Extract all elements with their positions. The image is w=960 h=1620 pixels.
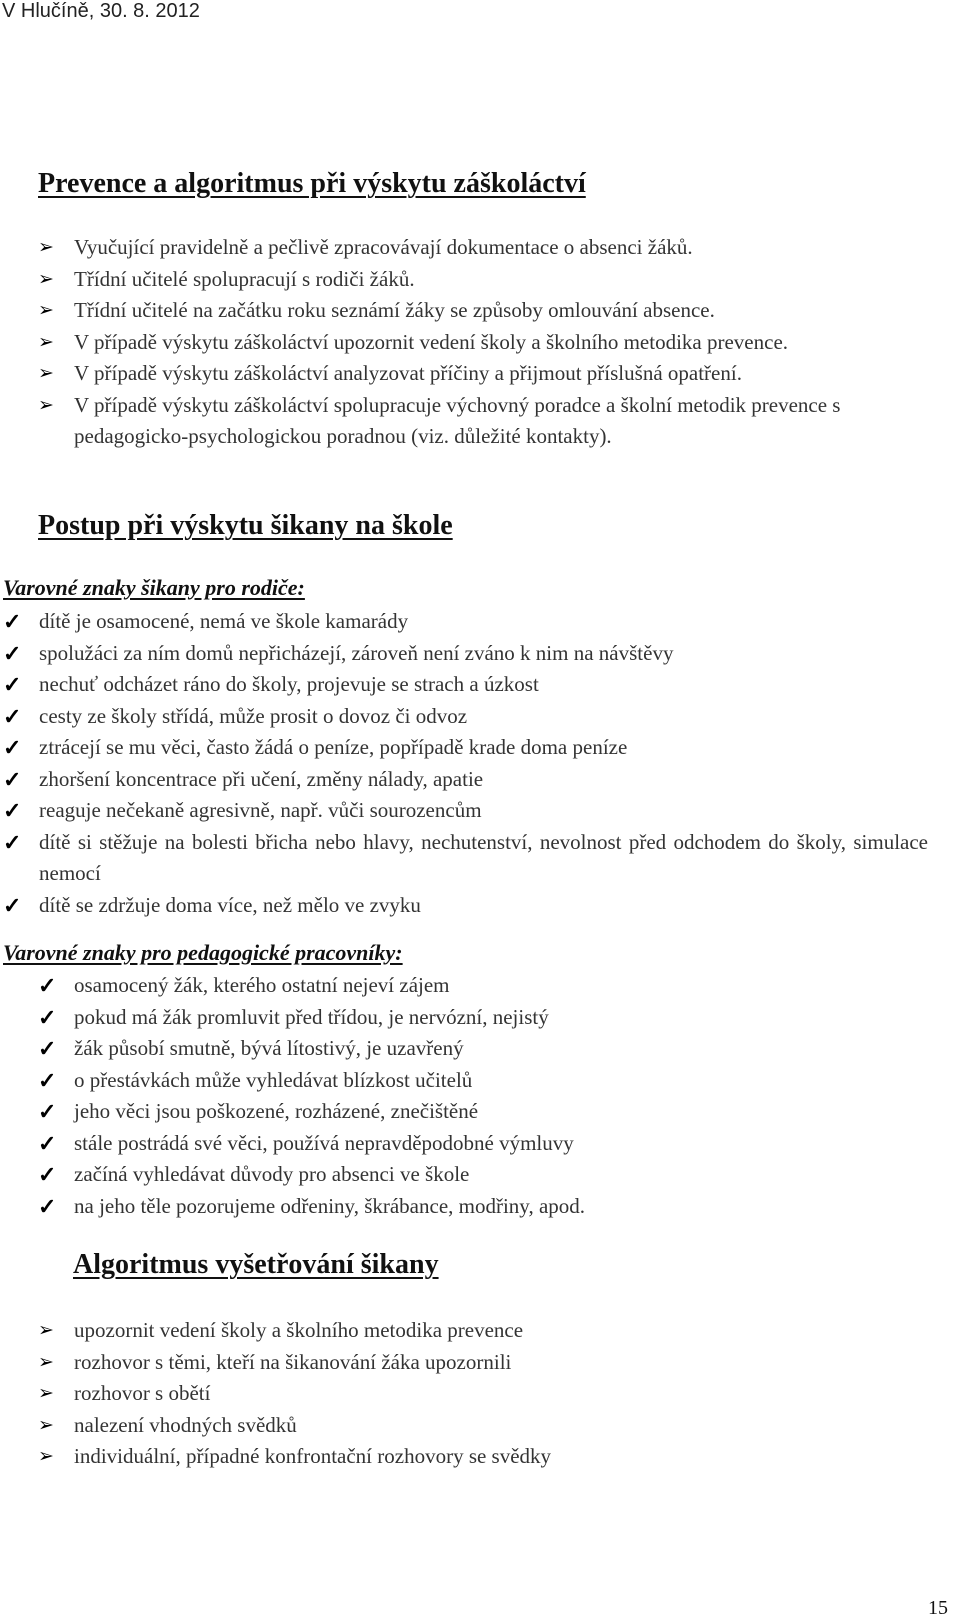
list-item — [38, 1033, 918, 1065]
list-item-text: žák působí smutně, bývá lítostivý, je uzavřený — [74, 1036, 464, 1060]
checkmark-bullet-icon: ✓ — [3, 735, 22, 760]
list-item — [3, 606, 928, 638]
list-item-text: reaguje nečekaně agresivně, např. vůči sourozencům — [39, 798, 482, 822]
checkmark-bullet-icon: ✓ — [38, 1036, 57, 1061]
truancy-list — [38, 232, 898, 453]
list-item-text: dítě je osamocené, nemá ve škole kamarády — [39, 609, 409, 633]
parents-warning-list — [3, 606, 928, 921]
list-item — [3, 795, 928, 827]
parents-warning-heading: Varovné znaky šikany pro rodiče: — [3, 575, 305, 600]
list-item — [3, 638, 928, 670]
list-item — [38, 327, 898, 359]
list-item — [38, 358, 898, 390]
list-item-text: Vyučující pravidelně a pečlivě zpracovávají dokumentace o absenci žáků. — [74, 235, 693, 259]
arrow-bullet-icon: ➢ — [38, 268, 54, 290]
list-item — [38, 970, 918, 1002]
page-header-place-date: V Hlučíně, 30. 8. 2012 — [2, 0, 200, 22]
checkmark-bullet-icon: ✓ — [3, 640, 22, 666]
list-item-text: upozornit vedení školy a školního metodika prevence — [74, 1318, 524, 1342]
list-item — [3, 890, 928, 922]
arrow-bullet-icon: ➢ — [38, 237, 54, 258]
investigation-list — [38, 1315, 898, 1473]
checkmark-bullet-icon: ✓ — [38, 1099, 57, 1124]
list-item — [38, 1191, 918, 1223]
section-title-investigation: Algoritmus vyšetřování šikany — [73, 1249, 439, 1280]
list-item-text: ztrácejí se mu věci, často žádá o peníze, popřípadě krade doma peníze — [39, 735, 628, 759]
checkmark-bullet-icon: ✓ — [3, 609, 22, 634]
list-item — [38, 1347, 898, 1379]
checkmark-bullet-icon: ✓ — [3, 703, 22, 729]
checkmark-bullet-icon: ✓ — [3, 766, 22, 792]
arrow-bullet-icon: ➢ — [38, 300, 54, 321]
list-item — [38, 1159, 918, 1191]
list-item-text: stále postrádá své věci, používá nepravděpodobné výmluvy — [74, 1130, 574, 1155]
list-item — [38, 1315, 898, 1347]
list-item — [38, 1410, 898, 1442]
page-number: 15 — [928, 1597, 948, 1619]
list-item-text: rozhovor s těmi, kteří na šikanování žáka upozornili — [74, 1349, 512, 1374]
list-item-text: zhoršení koncentrace při učení, změny nálady, apatie — [39, 766, 484, 791]
list-item — [3, 669, 928, 701]
checkmark-bullet-icon: ✓ — [3, 829, 22, 855]
list-item — [38, 295, 898, 327]
list-item-text: osamocený žák, kterého ostatní nejeví zájem — [74, 973, 450, 997]
list-item-text: na jeho těle pozorujeme odřeniny, škrábance, modřiny, apod. — [74, 1193, 586, 1218]
list-item — [38, 1378, 898, 1410]
checkmark-bullet-icon: ✓ — [3, 672, 22, 697]
list-item-text: spolužáci za ním domů nepřicházejí, zároveň není zváno k nim na návštěvy — [39, 640, 674, 665]
checkmark-bullet-icon: ✓ — [38, 973, 57, 998]
list-item-text: V případě výskytu záškoláctví spolupracuje výchovný poradce a školní metodik prevence s pedagogicko-psychologickou poradnou (viz. důležité kontakty). — [74, 392, 841, 448]
checkmark-bullet-icon: ✓ — [38, 1193, 57, 1219]
list-item-text: Třídní učitelé spolupracují s rodiči žáků. — [74, 266, 415, 291]
list-item-text: nalezení vhodných svědků — [74, 1412, 297, 1437]
list-item-text: nechuť odcházet ráno do školy, projevuje se strach a úzkost — [39, 672, 539, 696]
list-item — [3, 701, 928, 733]
list-item-text: o přestávkách může vyhledávat blízkost učitelů — [74, 1067, 473, 1092]
list-item — [38, 1441, 898, 1473]
checkmark-bullet-icon: ✓ — [38, 1162, 57, 1187]
arrow-bullet-icon: ➢ — [38, 331, 54, 353]
list-item-text: rozhovor s obětí — [74, 1381, 211, 1405]
list-item — [38, 390, 898, 453]
list-item-text: začíná vyhledávat důvody pro absenci ve škole — [74, 1162, 470, 1186]
arrow-bullet-icon: ➢ — [38, 1446, 54, 1467]
teachers-warning-list — [38, 970, 918, 1222]
list-item-text: jeho věci jsou poškozené, rozházené, znečištěné — [74, 1099, 479, 1123]
list-item — [38, 232, 898, 264]
arrow-bullet-icon: ➢ — [38, 1414, 54, 1436]
arrow-bullet-icon: ➢ — [38, 1383, 54, 1404]
list-item-text: individuální, případné konfrontační rozhovory se svědky — [74, 1444, 552, 1468]
arrow-bullet-icon: ➢ — [38, 363, 54, 384]
list-item-text: pokud má žák promluvit před třídou, je nervózní, nejistý — [74, 1004, 549, 1029]
list-item — [38, 1002, 918, 1034]
checkmark-bullet-icon: ✓ — [3, 892, 22, 918]
list-item — [3, 732, 928, 764]
checkmark-bullet-icon: ✓ — [38, 1067, 57, 1093]
list-item — [38, 264, 898, 296]
list-item — [3, 827, 928, 890]
list-item-text: V případě výskytu záškoláctví upozornit vedení školy a školního metodika prevence. — [74, 329, 789, 354]
section-title-truancy: Prevence a algoritmus při výskytu záškoláctví — [38, 168, 586, 199]
arrow-bullet-icon: ➢ — [38, 1351, 54, 1373]
list-item — [3, 764, 928, 796]
checkmark-bullet-icon: ✓ — [3, 798, 22, 823]
list-item-text: dítě si stěžuje na bolesti břicha nebo hlavy, nechutenství, nevolnost před odchodem do školy, simulace nemocí — [39, 829, 928, 885]
checkmark-bullet-icon: ✓ — [38, 1130, 57, 1156]
teachers-warning-heading: Varovné znaky pro pedagogické pracovníky: — [3, 940, 403, 965]
list-item — [38, 1065, 918, 1097]
list-item — [38, 1096, 918, 1128]
list-item-text: dítě se zdržuje doma více, než mělo ve zvyku — [39, 892, 421, 917]
list-item-text: Třídní učitelé na začátku roku seznámí žáky se způsoby omlouvání absence. — [74, 298, 715, 322]
list-item-text: V případě výskytu záškoláctví analyzovat příčiny a přijmout příslušná opatření. — [74, 361, 742, 385]
list-item — [38, 1128, 918, 1160]
checkmark-bullet-icon: ✓ — [38, 1004, 57, 1030]
section-title-bullying: Postup při výskytu šikany na škole — [38, 510, 453, 541]
list-item-text: cesty ze školy střídá, může prosit o dovoz či odvoz — [39, 703, 468, 728]
arrow-bullet-icon: ➢ — [38, 1320, 54, 1341]
arrow-bullet-icon: ➢ — [38, 394, 54, 416]
